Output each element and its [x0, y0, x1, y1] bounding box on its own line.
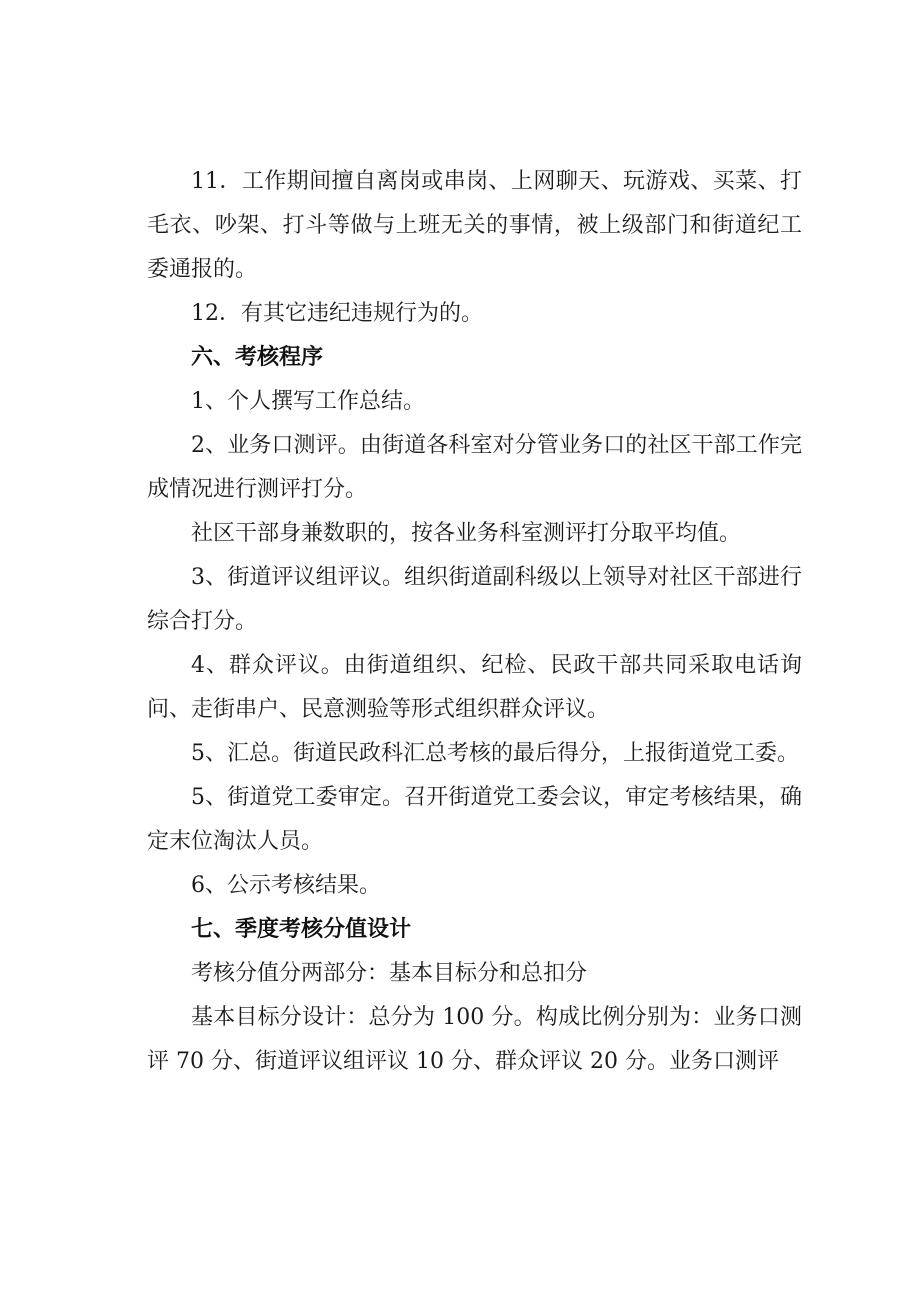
procedure-step-2: 2、业务口测评。由街道各科室对分管业务口的社区干部工作完成情况进行测评打分。: [147, 433, 802, 502]
procedure-step-6: 6、公示考核结果。: [191, 873, 381, 898]
procedure-step-5-summary: 5、汇总。街道民政科汇总考核的最后得分，上报街道党工委。: [191, 741, 799, 766]
procedure-step-5-review: 5、街道党工委审定。召开街道党工委会议，审定考核结果，确定末位淘汰人员。: [147, 785, 802, 854]
procedure-step-2-note: 社区干部身兼数职的，按各业务科室测评打分取平均值。: [191, 521, 742, 546]
procedure-step-1: 1、个人撰写工作总结。: [191, 389, 425, 414]
section-heading-quarterly-score-design: 七、季度考核分值设计: [191, 917, 412, 942]
score-design-paragraph-2: 基本目标分设计：总分为 100 分。构成比例分别为：业务口测评 70 分、街道评议组评议 10 分、群众评议 20 分。业务口测评: [147, 1005, 802, 1074]
paragraph-item-11: 11．工作期间擅自离岗或串岗、上网聊天、玩游戏、买菜、打毛衣、吵架、打斗等做与上班无关的事情，被上级部门和街道纪工委通报的。: [147, 169, 802, 282]
procedure-step-3: 3、街道评议组评议。组织街道副科级以上领导对社区干部进行综合打分。: [147, 565, 802, 634]
procedure-step-4: 4、群众评议。由街道组织、纪检、民政干部共同采取电话询问、走街串户、民意测验等形式组织群众评议。: [147, 653, 802, 722]
paragraph-item-12: 12．有其它违纪违规行为的。: [191, 301, 483, 326]
document-body: [147, 160, 802, 1084]
section-heading-assessment-procedure: 六、考核程序: [191, 345, 324, 370]
score-design-paragraph-1: 考核分值分两部分：基本目标分和总扣分: [191, 961, 588, 986]
